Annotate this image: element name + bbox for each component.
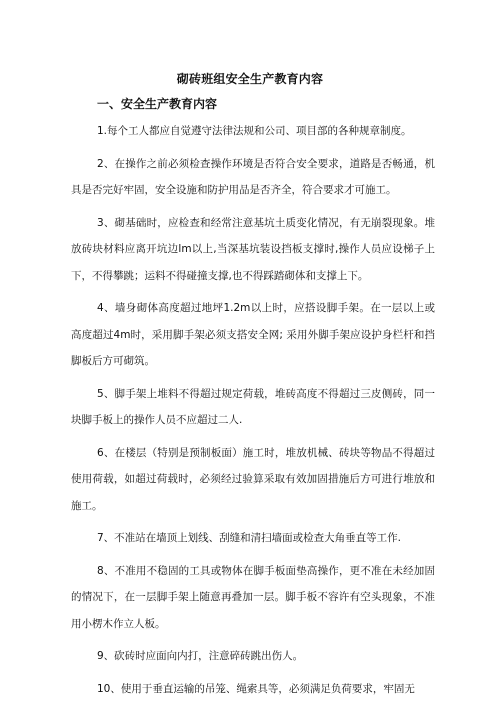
document-body — [71, 118, 435, 708]
section-heading: 一、安全生产教育内容 — [97, 97, 218, 111]
document-title: 砌砖班组安全生产教育内容 — [176, 72, 324, 86]
paragraph-3: 3、砌基础时，应检查和经常注意基坑土质变化情况，有无崩裂现象。堆放砖块材料应离开坑边lm以上,当深基坑装设挡板支撑时,操作人员应设梯子上下，不得攀跳；运料不得碰撞支撑,也不得踩踏砌体和支撑上下。 — [71, 216, 435, 282]
paragraph-7: 7、不准站在墙顶上划线、刮缝和清扫墙面或检查大角垂直等工作. — [97, 532, 402, 544]
paragraph-10: 10、使用于垂直运输的吊笼、绳索具等，必须满足负荷要求，牢固无 — [97, 682, 415, 695]
paragraph-5: 5、脚手架上堆料不得超过规定荷载，堆砖高度不得超过三皮侧砖，同一块脚手板上的操作人员不应超过二人. — [71, 387, 435, 426]
paragraph-6: 6、在楼层（特别是预制板面）施工时，堆放机械、砖块等物品不得超过使用荷载，如超过荷载时，必须经过验算采取有效加固措施后方可进行堆放和施工。 — [71, 446, 435, 512]
paragraph-9: 9、砍砖时应面向内打，注意碎砖跳出伤人。 — [97, 650, 304, 662]
paragraph-2: 2、在操作之前必须检查操作环境是否符合安全要求，道路是否畅通，机具是否完好牢固，安全设施和防护用品是否齐全，符合要求才可施工。 — [71, 157, 435, 196]
paragraph-1: 1.每个工人都应自觉遵守法律法规和公司、项目部的各种规章制度。 — [97, 125, 412, 137]
paragraph-8: 8、不准用不稳固的工具或物体在脚手板面垫高操作，更不准在未经加固的情况下，在一层脚手架上随意再叠加一层。脚手板不容许有空头现象，不准用小楞木作立人板。 — [71, 564, 435, 630]
paragraph-4: 4、墙身砌体高度超过地坪1.2m以上时，应搭设脚手架。在一层以上或高度超过4m时，采用脚手架必须支搭安全网; 采用外脚手架应设护身栏杆和挡脚板后方可砌筑。 — [71, 302, 435, 367]
